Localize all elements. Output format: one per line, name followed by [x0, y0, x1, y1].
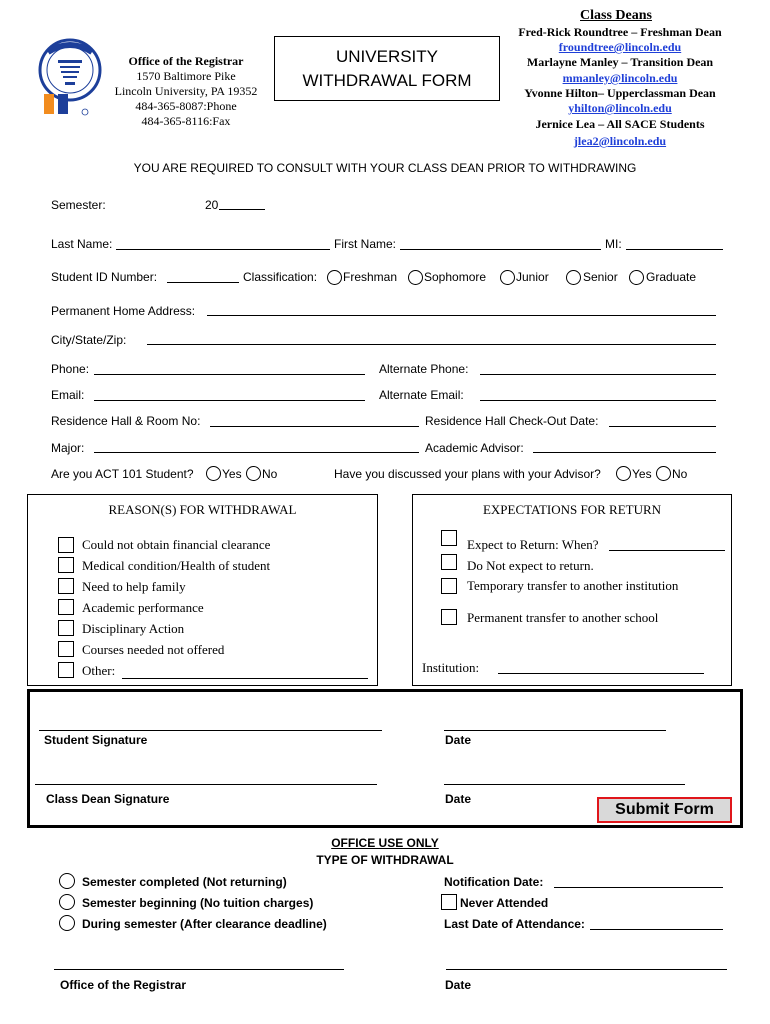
mi-label: MI: — [605, 237, 622, 251]
classification-label: Classification: — [243, 270, 318, 284]
dean-signature-label: Class Dean Signature — [46, 792, 170, 806]
classification-junior-radio[interactable] — [500, 270, 515, 285]
office-use-title: OFFICE USE ONLY — [331, 836, 439, 850]
student-signature-field[interactable] — [39, 730, 382, 731]
expect-return-when-field[interactable] — [609, 550, 725, 551]
alt-email-field[interactable] — [480, 400, 716, 401]
student-date-label: Date — [445, 733, 472, 747]
no-return-label: Do Not expect to return. — [467, 558, 594, 573]
type-beginning-radio[interactable] — [59, 894, 75, 910]
never-attended-checkbox[interactable] — [441, 894, 457, 910]
type-completed-label: Semester completed (Not returning) — [82, 875, 287, 889]
act101-label: Are you ACT 101 Student? — [51, 467, 194, 481]
student-id-field[interactable] — [167, 282, 239, 283]
classification-graduate-radio[interactable] — [629, 270, 644, 285]
first-name-label: First Name: — [334, 237, 397, 251]
phone-label: Phone: — [51, 362, 90, 376]
classification-senior-label: Senior — [583, 270, 618, 284]
perm-transfer-checkbox[interactable] — [441, 609, 457, 625]
advisor-discussed-no-radio[interactable] — [656, 466, 671, 481]
advisor-field[interactable] — [533, 452, 716, 453]
checkout-date-field[interactable] — [609, 426, 716, 427]
university-logo — [36, 36, 108, 118]
dean-lea-email[interactable]: jlea2@lincoln.edu — [573, 134, 667, 148]
reason-academic-checkbox[interactable] — [58, 599, 74, 615]
act101-yes-label: Yes — [222, 467, 242, 481]
dean-hilton: Yvonne Hilton– Upperclassman Dean — [524, 86, 716, 100]
alt-phone-label: Alternate Phone: — [379, 362, 469, 376]
last-attendance-label: Last Date of Attendance: — [444, 917, 585, 931]
mi-field[interactable] — [626, 249, 723, 250]
semester-label: Semester: — [51, 198, 106, 212]
act101-yes-radio[interactable] — [206, 466, 221, 481]
advisor-discussed-yes-radio[interactable] — [616, 466, 631, 481]
reason-other-field[interactable] — [122, 678, 368, 679]
no-return-checkbox[interactable] — [441, 554, 457, 570]
home-address-field[interactable] — [207, 315, 716, 316]
dean-roundtree-email[interactable]: froundtree@lincoln.edu — [558, 40, 682, 54]
registrar-date-field[interactable] — [446, 969, 727, 970]
classification-sophomore-label: Sophomore — [424, 270, 487, 284]
dean-manley: Marlayne Manley – Transition Dean — [526, 55, 714, 69]
dean-roundtree: Fred-Rick Roundtree – Freshman Dean — [518, 25, 722, 39]
reason-financial-checkbox[interactable] — [58, 537, 74, 553]
alt-email-label: Alternate Email: — [379, 388, 464, 402]
submit-form-button[interactable]: Submit Form — [597, 797, 732, 823]
office-fax: 484-365-8116:Fax — [141, 114, 231, 128]
reason-courses-label: Courses needed not offered — [82, 642, 225, 657]
expect-return-label: Expect to Return: When? — [467, 537, 599, 552]
registrar-signature-field[interactable] — [54, 969, 344, 970]
semester-year-field[interactable] — [219, 209, 265, 210]
dean-lea: Jernice Lea – All SACE Students — [535, 117, 705, 131]
type-during-radio[interactable] — [59, 915, 75, 931]
notification-date-label: Notification Date: — [444, 875, 544, 889]
institution-label: Institution: — [422, 660, 480, 675]
classification-graduate-label: Graduate — [646, 270, 697, 284]
dean-manley-email[interactable]: mmanley@lincoln.edu — [562, 71, 678, 85]
never-attended-label: Never Attended — [460, 896, 549, 910]
reasons-box — [27, 494, 378, 686]
form-title-line2: WITHDRAWAL FORM — [302, 71, 472, 90]
dean-date-field[interactable] — [444, 784, 685, 785]
home-address-label: Permanent Home Address: — [51, 304, 196, 318]
reason-disciplinary-checkbox[interactable] — [58, 620, 74, 636]
alt-phone-field[interactable] — [480, 374, 716, 375]
form-title-line1: UNIVERSITY — [335, 47, 439, 66]
reason-medical-label: Medical condition/Health of student — [82, 558, 271, 573]
first-name-field[interactable] — [400, 249, 601, 250]
act101-no-label: No — [262, 467, 278, 481]
reason-family-label: Need to help family — [82, 579, 186, 594]
consult-notice: YOU ARE REQUIRED TO CONSULT WITH YOUR CLASS DEAN PRIOR TO WITHDRAWING — [133, 161, 637, 175]
year-prefix: 20 — [205, 198, 219, 212]
act101-no-radio[interactable] — [246, 466, 261, 481]
type-beginning-label: Semester beginning (No tuition charges) — [82, 896, 314, 910]
expect-return-checkbox[interactable] — [441, 530, 457, 546]
dean-signature-field[interactable] — [35, 784, 377, 785]
classification-sophomore-radio[interactable] — [408, 270, 423, 285]
perm-transfer-label: Permanent transfer to another school — [467, 610, 659, 625]
type-during-label: During semester (After clearance deadline) — [82, 917, 327, 931]
email-label: Email: — [51, 388, 85, 402]
classification-junior-label: Junior — [516, 270, 549, 284]
checkout-date-label: Residence Hall Check-Out Date: — [425, 414, 599, 428]
office-city: Lincoln University, PA 19352 — [114, 84, 258, 98]
reasons-title: REASON(S) FOR WITHDRAWAL — [108, 502, 297, 517]
city-state-zip-label: City/State/Zip: — [51, 333, 127, 347]
dean-hilton-email[interactable]: yhilton@lincoln.edu — [568, 101, 672, 115]
student-id-label: Student ID Number: — [51, 270, 158, 284]
office-phone: 484-365-8087:Phone — [135, 99, 237, 113]
advisor-label: Academic Advisor: — [425, 441, 524, 455]
type-completed-radio[interactable] — [59, 873, 75, 889]
reason-other-label: Other: — [82, 663, 116, 678]
reason-medical-checkbox[interactable] — [58, 557, 74, 573]
temp-transfer-checkbox[interactable] — [441, 578, 457, 594]
major-label: Major: — [51, 441, 85, 455]
phone-field[interactable] — [94, 374, 365, 375]
reason-other-checkbox[interactable] — [58, 662, 74, 678]
institution-field[interactable] — [498, 673, 704, 674]
student-date-field[interactable] — [444, 730, 666, 731]
class-deans-title: Class Deans — [580, 8, 652, 23]
reason-disciplinary-label: Disciplinary Action — [82, 621, 185, 636]
last-name-field[interactable] — [116, 249, 330, 250]
major-field[interactable] — [94, 452, 419, 453]
residence-hall-label: Residence Hall & Room No: — [51, 414, 201, 428]
last-attendance-field[interactable] — [590, 929, 723, 930]
registrar-date-label: Date — [445, 978, 472, 992]
email-field[interactable] — [94, 400, 365, 401]
advisor-discussed-label: Have you discussed your plans with your Advisor? — [334, 467, 601, 481]
office-info — [106, 54, 266, 129]
advisor-discussed-no-label: No — [672, 467, 688, 481]
classification-freshman-radio[interactable] — [327, 270, 342, 285]
form-title-box — [274, 36, 500, 101]
last-name-label: Last Name: — [51, 237, 113, 251]
office-address: 1570 Baltimore Pike — [136, 69, 236, 83]
office-name: Office of the Registrar — [128, 54, 244, 68]
residence-hall-field[interactable] — [210, 426, 419, 427]
reason-courses-checkbox[interactable] — [58, 641, 74, 657]
classification-senior-radio[interactable] — [566, 270, 581, 285]
city-state-zip-field[interactable] — [147, 344, 716, 345]
dean-date-label: Date — [445, 792, 472, 806]
withdrawal-type-title: TYPE OF WITHDRAWAL — [316, 853, 454, 867]
reason-academic-label: Academic performance — [82, 600, 204, 615]
notification-date-field[interactable] — [554, 887, 723, 888]
student-signature-label: Student Signature — [44, 733, 148, 747]
advisor-discussed-yes-label: Yes — [632, 467, 652, 481]
reason-family-checkbox[interactable] — [58, 578, 74, 594]
expectations-title: EXPECTATIONS FOR RETURN — [482, 502, 662, 517]
temp-transfer-label: Temporary transfer to another institution — [467, 578, 679, 593]
registrar-label: Office of the Registrar — [60, 978, 187, 992]
classification-freshman-label: Freshman — [343, 270, 398, 284]
reason-financial-label: Could not obtain financial clearance — [82, 537, 271, 552]
